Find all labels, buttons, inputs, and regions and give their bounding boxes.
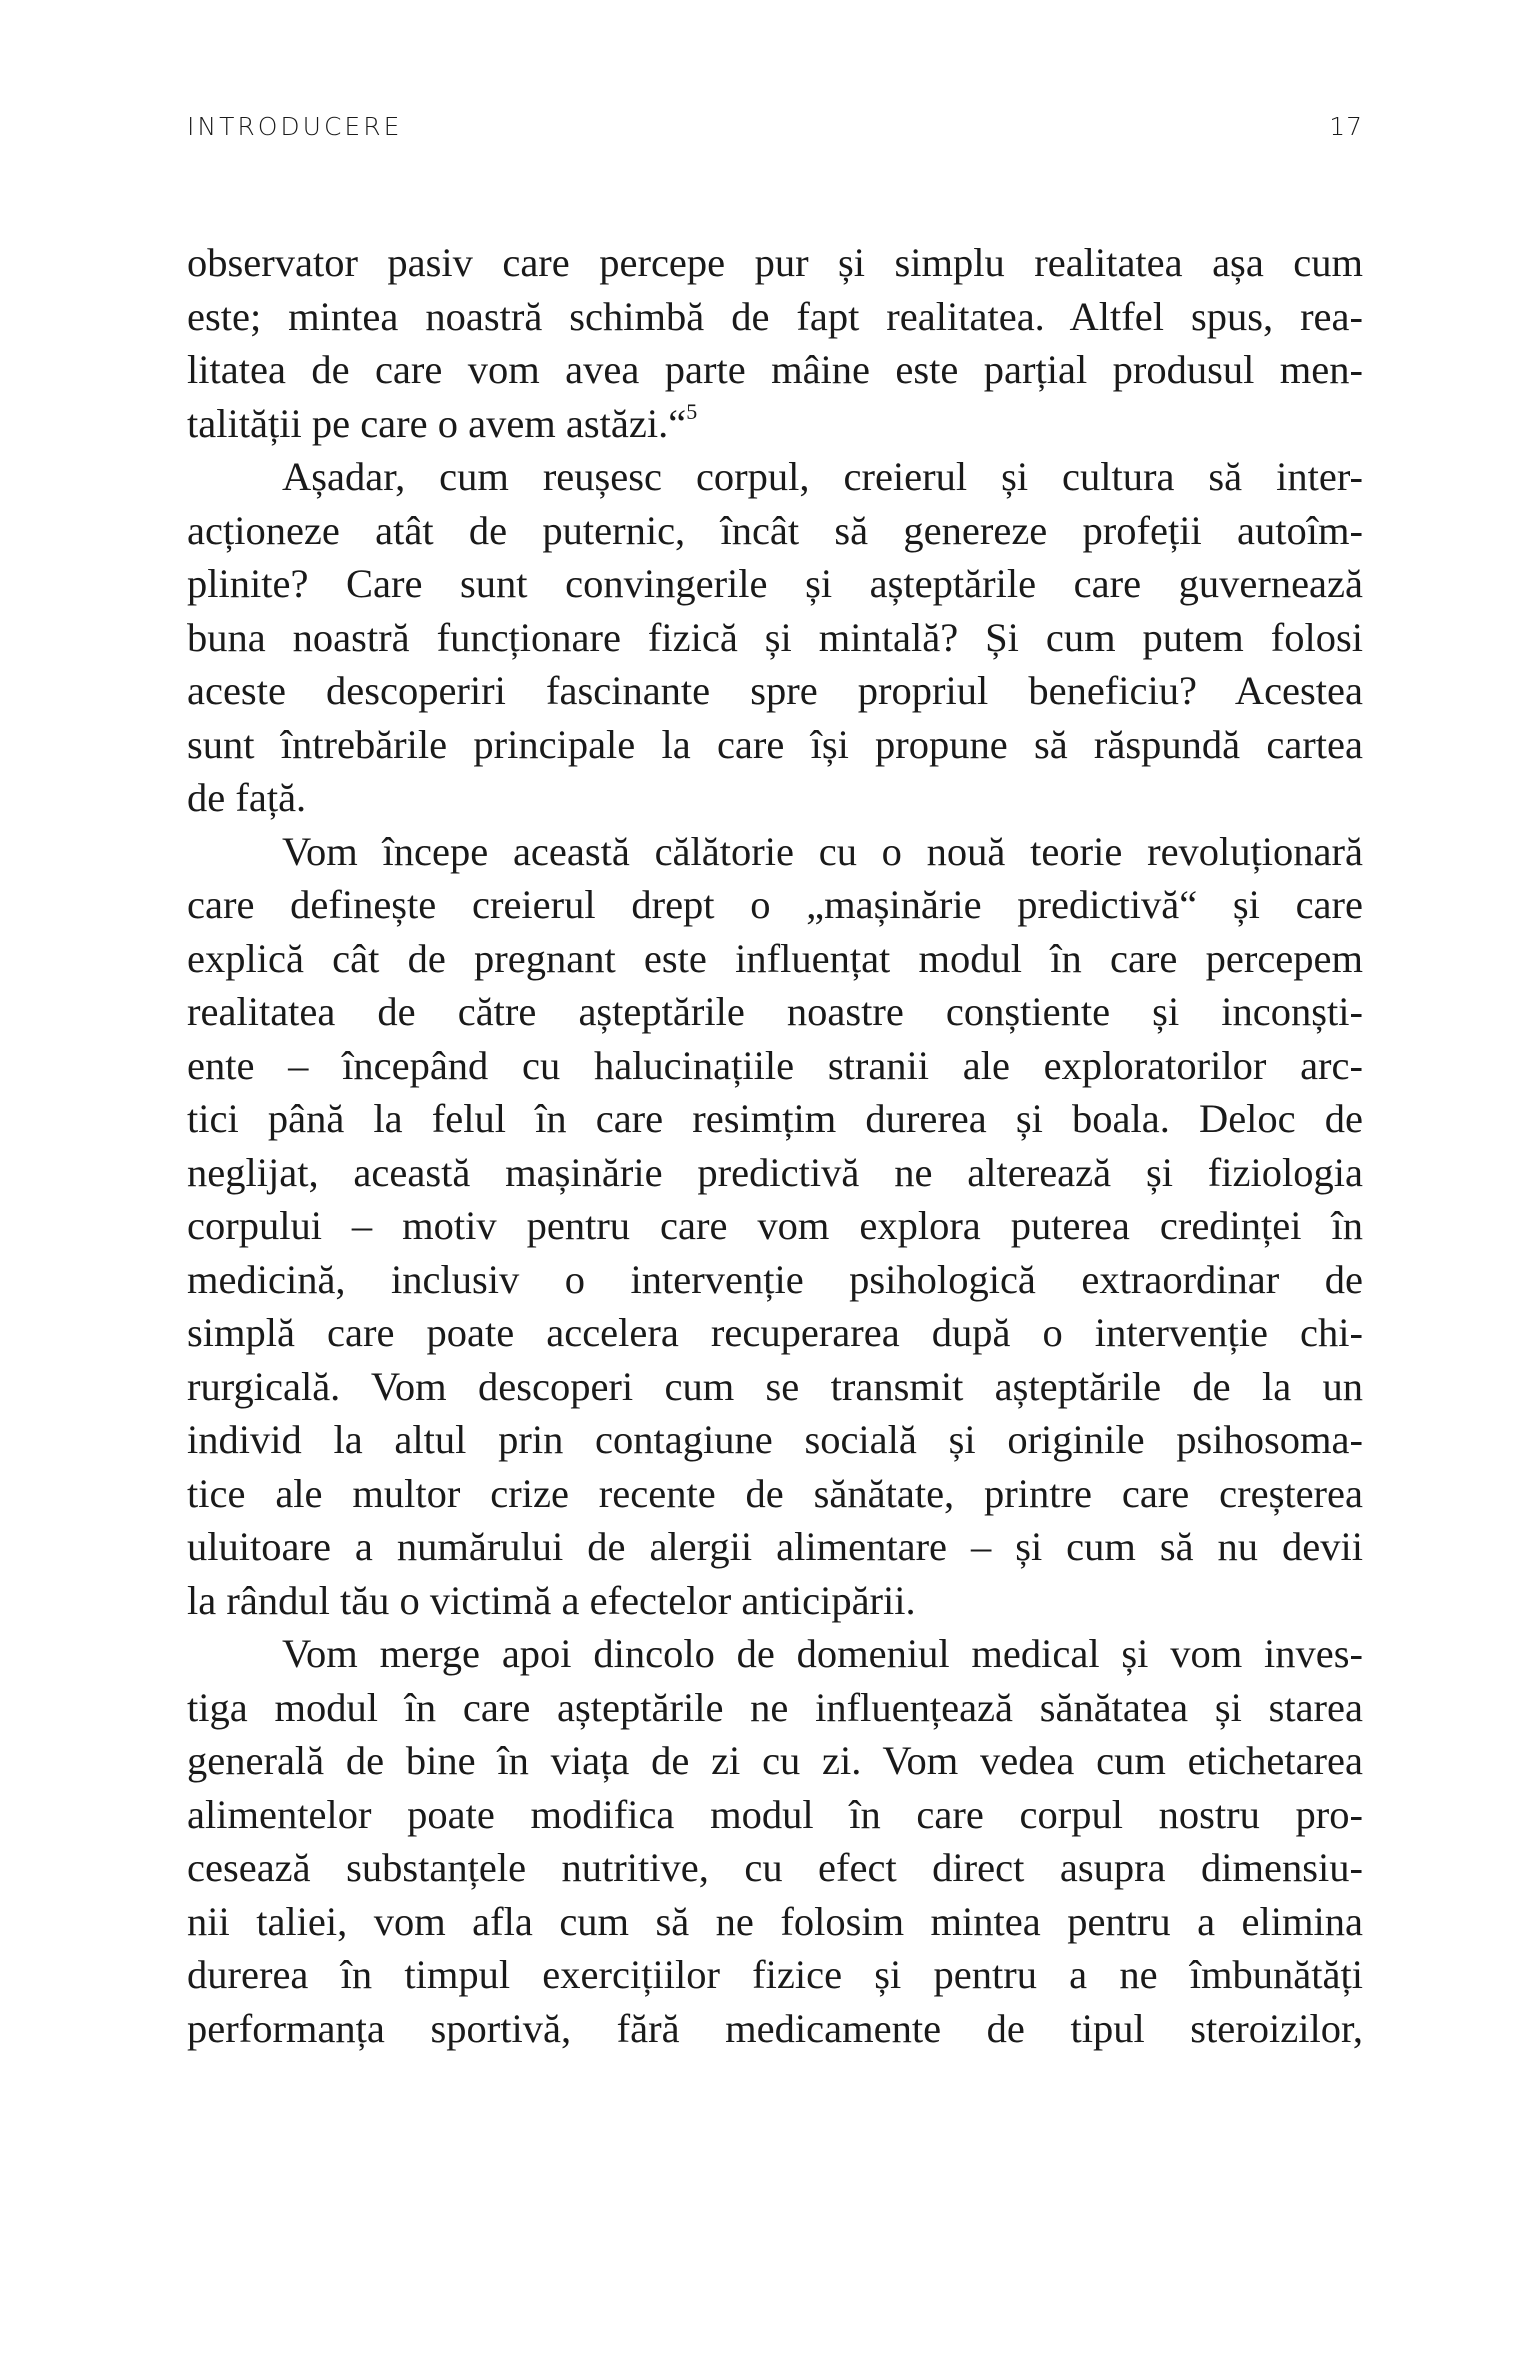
- text-line: Vom merge apoi dincolo de domeniul medical și vom inves-: [282, 1631, 1363, 1676]
- body-text: [187, 236, 1363, 2055]
- text-line: simplă care poate accelera recuperarea după o intervenție chi-: [187, 1310, 1363, 1355]
- text-line: realitatea de către așteptările noastre conștiente și inconști-: [187, 989, 1363, 1034]
- text-line: de față.: [187, 775, 307, 820]
- text-line: care definește creierul drept o „mașinărie predictivă“ și care: [187, 882, 1363, 927]
- text-line: performanța sportivă, fără medicamente de tipul steroizilor,: [187, 2005, 1363, 2051]
- text-line: rurgicală. Vom descoperi cum se transmit așteptările de la un: [187, 1363, 1363, 1409]
- text-line: tice ale multor crize recente de sănătate, printre care creșterea: [187, 1470, 1363, 1516]
- text-line: Vom începe această călătorie cu o nouă teorie revoluționară: [282, 828, 1363, 874]
- text-line-content: talității pe care o avem astăzi.“: [187, 400, 687, 446]
- text-line: nii taliei, vom afla cum să ne folosim mintea pentru a elimina: [187, 1898, 1363, 1944]
- text-line: buna noastră funcționare fizică și mintală? Și cum putem folosi: [187, 614, 1363, 660]
- text-line: tici până la felul în care resimțim durerea și boala. Deloc de: [187, 1096, 1363, 1141]
- text-line: durerea în timpul exercițiilor fizice și pentru a ne îmbunătăți: [187, 1952, 1363, 1997]
- text-line: este; mintea noastră schimbă de fapt realitatea. Altfel spus, rea-: [187, 293, 1363, 339]
- text-line: sunt întrebările principale la care își propune să răspundă cartea: [187, 721, 1363, 767]
- text-line: [187, 397, 1363, 451]
- text-line: neglijat, această mașinărie predictivă ne alterează și fiziologia: [187, 1149, 1363, 1195]
- text-line: explică cât de pregnant este influențat modul în care percepem: [187, 935, 1363, 981]
- section-title: INTRODUCERE: [187, 111, 403, 141]
- text-line: corpului – motiv pentru care vom explora puterea credinței în: [187, 1203, 1363, 1248]
- text-line: plinite? Care sunt convingerile și așteptările care guvernează: [187, 561, 1363, 606]
- text-line: uluitoare a numărului de alergii alimentare – și cum să nu devii: [187, 1524, 1363, 1569]
- text-line: tiga modul în care așteptările ne influențează sănătatea și starea: [187, 1684, 1363, 1730]
- text-line: aceste descoperiri fascinante spre propriul beneficiu? Acestea: [187, 668, 1363, 713]
- text-line: medicină, inclusiv o intervenție psihologică extraordinar de: [187, 1256, 1363, 1302]
- text-line: acționeze atât de puternic, încât să genereze profeții autoîm-: [187, 507, 1363, 553]
- text-line: alimentelor poate modifica modul în care corpul nostru pro-: [187, 1791, 1363, 1837]
- page-number: 17: [1329, 111, 1363, 141]
- text-line: generală de bine în viața de zi cu zi. Vom vedea cum etichetarea: [187, 1738, 1363, 1783]
- text-line: cesează substanțele nutritive, cu efect direct asupra dimensiu-: [187, 1845, 1363, 1890]
- text-line: Așadar, cum reușesc corpul, creierul și cultura să inter-: [282, 454, 1363, 499]
- footnote-reference: 5: [686, 398, 698, 424]
- text-line: individ la altul prin contagiune socială și originile psihosoma-: [187, 1417, 1363, 1462]
- text-line: litatea de care vom avea parte mâine este parțial produsul men-: [187, 347, 1363, 392]
- text-line: observator pasiv care percepe pur și simplu realitatea așa cum: [187, 240, 1363, 285]
- text-line: la rândul tău o victimă a efectelor anticipării.: [187, 1577, 916, 1623]
- running-header: [187, 106, 1363, 146]
- text-line: ente – începând cu halucinațiile stranii ale exploratorilor arc-: [187, 1042, 1363, 1088]
